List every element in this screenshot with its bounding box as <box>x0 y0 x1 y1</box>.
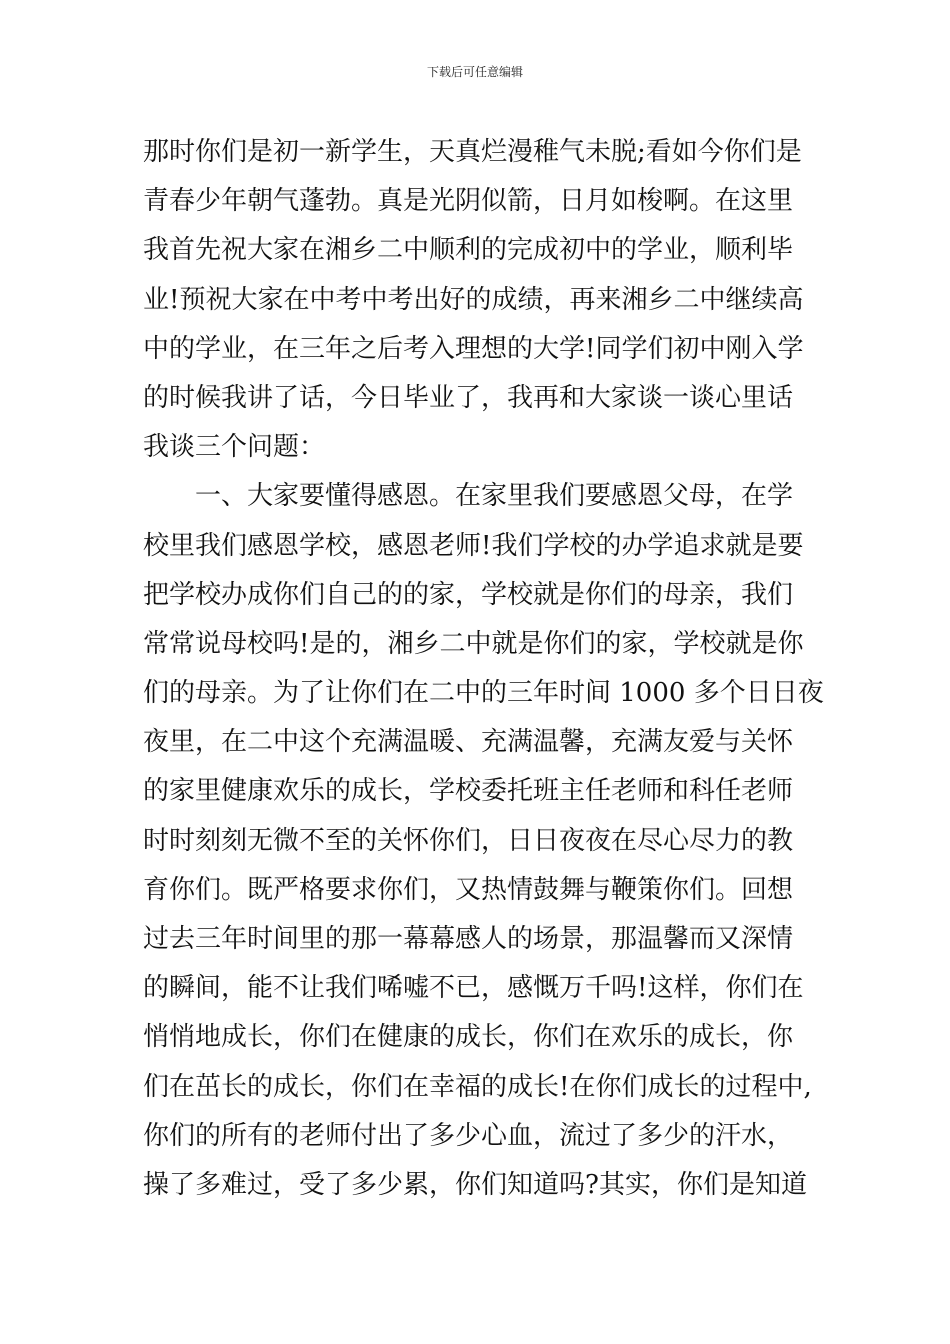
page-header: 下载后可任意编辑 <box>426 65 523 79</box>
text-line: 过去三年时间里的那一幕幕感人的场景，那温馨而又深情 <box>143 924 794 954</box>
text-line: 时时刻刻无微不至的关怀你们，日日夜夜在尽心尽力的教 <box>143 825 794 856</box>
text-line: 常常说母校吗!是的，湘乡二中就是你们的家，学校就是你 <box>143 628 804 659</box>
text-line: 们的母亲。为了让你们在二中的三年时间 1000 多个日日夜 <box>143 678 824 709</box>
text-line: 那时你们是初一新学生，天真烂漫稚气未脱;看如今你们是 <box>143 137 802 167</box>
text-line: 的家里健康欢乐的成长，学校委托班主任老师和科任老师 <box>143 776 794 807</box>
text-line: 们在茁长的成长，你们在幸福的成长!在你们成长的过程中, <box>143 1071 812 1102</box>
text-line: 业!预祝大家在中考中考出好的成绩，再来湘乡二中继续高 <box>143 284 804 315</box>
text-line: 中的学业，在三年之后考入理想的大学!同学们初中刚入学 <box>143 333 804 364</box>
document-body <box>143 128 823 1210</box>
text-line: 一、大家要懂得感恩。在家里我们要感恩父母，在学 <box>143 481 794 512</box>
text-line: 操了多难过，受了多少累，你们知道吗?其实，你们是知道 <box>143 1169 807 1200</box>
text-line: 你们的所有的老师付出了多少心血，流过了多少的汗水， <box>143 1120 794 1151</box>
text-line: 校里我们感恩学校，感恩老师!我们学校的办学追求就是要 <box>143 530 804 561</box>
text-line: 夜里，在二中这个充满温暖、充满温馨，充满友爱与关怀 <box>143 727 794 758</box>
text-line: 的瞬间，能不让我们唏嘘不已，感慨万千吗!这样，你们在 <box>143 973 804 1004</box>
text-line: 育你们。既严格要求你们，又热情鼓舞与鞭策你们。回想 <box>143 874 794 905</box>
text-line: 悄悄地成长，你们在健康的成长，你们在欢乐的成长，你 <box>143 1022 794 1053</box>
text-line: 的时候我讲了话，今日毕业了，我再和大家谈一谈心里话 <box>143 382 794 413</box>
text-line: 我谈三个问题： <box>143 432 326 463</box>
text-line: 把学校办成你们自己的的家，学校就是你们的母亲，我们 <box>143 579 794 610</box>
text-line: 我首先祝大家在湘乡二中顺利的完成初中的学业，顺利毕 <box>143 235 794 266</box>
text-line: 青春少年朝气蓬勃。真是光阴似箭，日月如梭啊。在这里 <box>143 186 794 217</box>
